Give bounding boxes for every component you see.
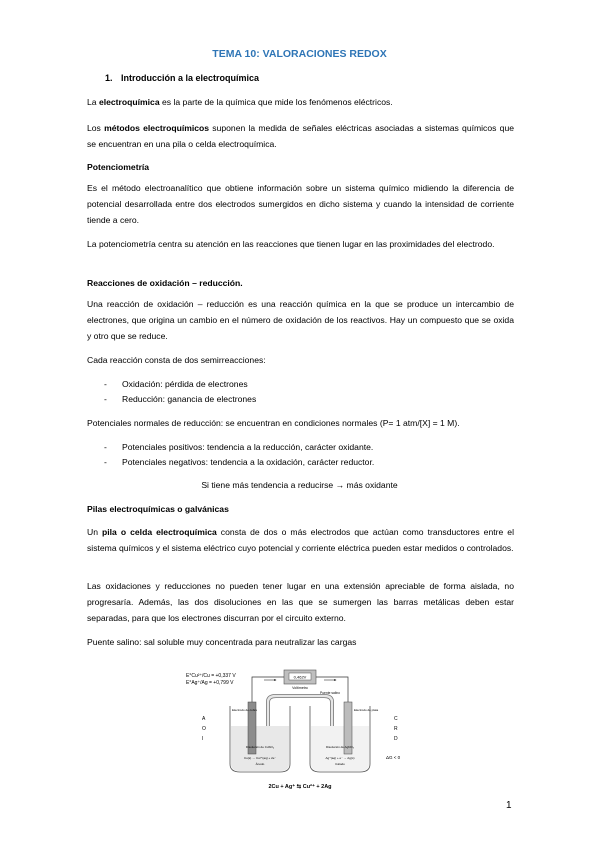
centered-statement: Si tiene más tendencia a reducirse → más oxidante <box>201 480 398 490</box>
right-electrode-label: Electrodo de plata <box>354 708 379 712</box>
bold-term: pila o celda electroquímica <box>102 527 217 537</box>
side-letter: C <box>394 716 398 722</box>
voltmeter-value: 0,462V <box>293 674 307 680</box>
side-letter: R <box>394 726 398 732</box>
side-letter: A <box>202 716 206 722</box>
bullet-dash: - <box>104 394 107 404</box>
paragraph-oxidaciones: Las oxidaciones y reducciones no pueden tener lugar en una extensión apreciable de forma aislada, no progresaría. Además, las dos disoluciones en las que se sumergen las barras metálicas deben estar separadas, para que los electrones discurran por el circuito externo. <box>87 581 514 623</box>
galvanic-cell-figure <box>180 664 420 794</box>
side-letter: D <box>394 736 398 742</box>
left-reaction: Cu(s) → Cu²⁺(aq) + 2e⁻ <box>243 756 277 760</box>
left-solution-label: Disolución de CuSO₄ <box>245 745 275 749</box>
list-item-text: Potenciales positivos: tendencia a la reducción, carácter oxidante. <box>122 442 374 452</box>
gibbs-label: ΔG < 0 <box>386 755 401 760</box>
text-run: Los <box>87 123 105 133</box>
section-title: Introducción a la electroquímica <box>121 73 260 83</box>
paragraph-puente-salino: Puente salino: sal soluble muy concentrada para neutralizar las cargas <box>87 637 357 647</box>
bullet-dash: - <box>104 442 107 452</box>
potential-ag-label: E°Ag⁺/Ag = +0,799 V <box>186 680 234 686</box>
paragraph-potenciales: Potenciales normales de reducción: se encuentran en condiciones normales (P= 1 atm/[X] = 1 M). <box>87 418 460 428</box>
bold-term: métodos electroquímicos <box>104 123 210 133</box>
salt-bridge <box>268 696 332 726</box>
left-electrode-label: Electrodo de cobre <box>232 708 258 712</box>
document-title: TEMA 10: VALORACIONES REDOX <box>212 48 387 60</box>
bullet-dash: - <box>104 379 107 389</box>
list-item-text: Oxidación: pérdida de electrones <box>122 379 248 389</box>
text-run: es la parte de la química que mide los fenómenos eléctricos. <box>159 97 393 107</box>
paragraph-pila-def <box>87 524 514 556</box>
potential-cu-label: E°Cu²⁺/Cu = +0,337 V <box>186 673 236 679</box>
section-number: 1. <box>105 73 113 83</box>
text-run: La <box>87 97 99 107</box>
list-item-text: Potenciales negativos: tendencia a la oxidación, carácter reductor. <box>122 457 375 467</box>
bullet-dash: - <box>104 457 107 467</box>
heading-redox: Reacciones de oxidación – reducción. <box>87 278 243 288</box>
voltmeter-label: Voltímetro <box>292 686 308 690</box>
right-reaction: Ag⁺(aq) + e⁻ → Ag(s) <box>325 756 355 760</box>
paragraph-metodos <box>87 120 514 152</box>
paragraph-potenciometria-atencion: La potenciometría centra su atención en las reacciones que tienen lugar en las proximidades del electrodo. <box>87 239 495 249</box>
bold-term: electroquímica <box>98 97 160 107</box>
anode-label: Ánodo <box>255 762 265 766</box>
text-run: suponen la medida de señales eléctricas asociadas a sistemas químicos que se encuentran en una pila o celda electroquímica. <box>87 123 514 149</box>
paragraph-semirreacciones: Cada reacción consta de dos semirreacciones: <box>87 355 266 365</box>
heading-potenciometria: Potenciometría <box>87 162 150 172</box>
paragraph-electroquimica <box>87 94 514 110</box>
global-reaction: 2Cu + Ag⁺ ⇆ Cu²⁺ + 2Ag <box>268 784 332 790</box>
bridge-solution-label: Disolución saturada de KCl <box>284 695 324 699</box>
right-solution-label: Disolución de AgNO₃ <box>325 745 355 749</box>
cathode-label: Cátodo <box>335 762 345 766</box>
list-item-text: Reducción: ganancia de electrones <box>122 394 257 404</box>
salt-bridge-inner <box>268 696 332 726</box>
paragraph-redox-def: Una reacción de oxidación – reducción es una reacción química en la que se produce un intercambio de electrones, que origina un cambio en el número de oxidación de los reactivos. Hay un compuesto que se oxida y otro que se reduce. <box>87 299 514 341</box>
bridge-name-label: Puente salino <box>320 691 340 695</box>
text-run: consta de dos o más electrodos que actúan como transductores entre el sistema químicos y el sistema eléctrico cuyo potencial y corriente eléctrica pueden estar medidos o controlados. <box>87 527 514 553</box>
text-run: Un <box>87 527 103 537</box>
page-number: 1 <box>506 800 512 811</box>
heading-pilas: Pilas electroquímicas o galvánicas <box>87 504 229 514</box>
side-letter: I <box>202 736 204 742</box>
paragraph-potenciometria-def: Es el método electroanalítico que obtiene información sobre un sistema químico midiendo la diferencia de potencial desarrollada entre dos electrodos sumergidos en dicho sistema y cuando la intensidad de corriente tiende a cero. <box>87 183 514 225</box>
side-letter: O <box>202 726 206 732</box>
